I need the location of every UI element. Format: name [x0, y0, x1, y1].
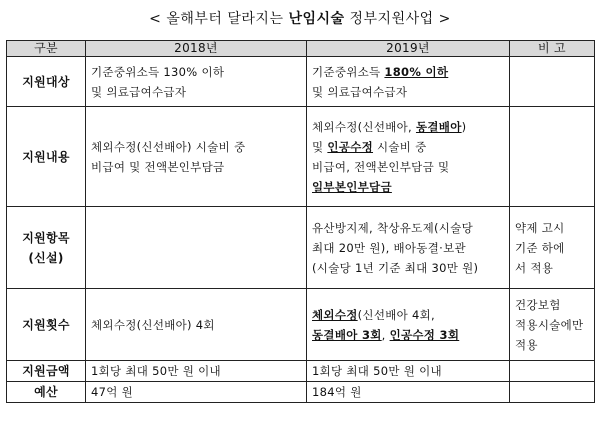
cell-line	[312, 137, 504, 157]
text-segment: 기준중위소득	[312, 64, 385, 79]
cell-2019-target	[307, 57, 510, 107]
highlight-text: 인공수정	[327, 139, 374, 154]
highlight-text: 동결배아	[415, 119, 462, 134]
header-2018: 2018년	[86, 41, 307, 57]
note-line: 적용	[515, 337, 538, 352]
highlight-text: 체외수정	[312, 307, 358, 322]
cell-line: 비급여, 전액본인부담금 및	[312, 159, 450, 174]
table-row-items	[7, 207, 595, 289]
cell-line: 및 의료급여수급자	[312, 84, 408, 99]
cell-note-items	[510, 207, 595, 289]
cell-2018-budget: 47억 원	[86, 382, 307, 403]
support-program-table	[6, 40, 595, 403]
cell-2019-count	[307, 289, 510, 361]
cell-line: (시술당 1년 기준 최대 30만 원)	[312, 260, 479, 275]
row-label-target: 지원대상	[7, 57, 86, 107]
cell-2018-content	[86, 107, 307, 207]
cell-2019-items	[307, 207, 510, 289]
cell-line	[312, 325, 504, 345]
title-bold: 난임시술	[288, 11, 345, 27]
note-line: 기준 하에	[515, 240, 565, 255]
document-title	[0, 8, 600, 28]
text-segment: 시술비 중	[373, 139, 427, 154]
note-line: 약제 고시	[515, 220, 565, 235]
cell-2019-amount: 1회당 최대 50만 원 이내	[307, 361, 510, 382]
highlight-text: 동결배아 3회	[312, 327, 382, 342]
table-row-count	[7, 289, 595, 361]
cell-note-amount	[510, 361, 595, 382]
cell-note-content	[510, 107, 595, 207]
highlight-text: 180% 이하	[384, 64, 449, 79]
table-row-target	[7, 57, 595, 107]
cell-line	[312, 62, 504, 82]
cell-line: 유산방지제, 착상유도제(시술당	[312, 220, 474, 235]
highlight-text: 일부본인부담금	[312, 179, 392, 194]
cell-2018-items	[86, 207, 307, 289]
header-category: 구분	[7, 41, 86, 57]
header-row	[7, 41, 595, 57]
cell-note-target	[510, 57, 595, 107]
note-line: 적용시술에만	[515, 317, 584, 332]
header-2019: 2019년	[307, 41, 510, 57]
cell-line: 체외수정(신선배아) 4회	[91, 317, 215, 332]
text-segment: (신선배아 4회,	[357, 307, 435, 322]
cell-line: 비급여 및 전액본인부담금	[91, 159, 225, 174]
label-line: 지원항목	[22, 230, 70, 245]
cell-line: 및 의료급여수급자	[91, 84, 187, 99]
title-suffix: 정부지원사업 >	[344, 11, 451, 27]
table-row-budget	[7, 382, 595, 403]
cell-line	[312, 305, 504, 325]
table-row-amount	[7, 361, 595, 382]
cell-line: 기준중위소득 130% 이하	[91, 64, 225, 79]
row-label-content: 지원내용	[7, 107, 86, 207]
note-line: 건강보험	[515, 297, 561, 312]
cell-line	[312, 117, 504, 137]
text-segment: )	[461, 119, 467, 134]
cell-2018-target	[86, 57, 307, 107]
cell-2019-content	[307, 107, 510, 207]
text-segment: ,	[381, 327, 390, 342]
cell-2018-count	[86, 289, 307, 361]
header-note: 비 고	[510, 41, 595, 57]
note-line: 서 적용	[515, 260, 554, 275]
row-label-items	[7, 207, 86, 289]
cell-line: 최대 20만 원), 배아동결·보관	[312, 240, 466, 255]
label-line: (신설)	[28, 250, 64, 265]
row-label-amount: 지원금액	[7, 361, 86, 382]
row-label-count: 지원횟수	[7, 289, 86, 361]
row-label-budget: 예산	[7, 382, 86, 403]
table-row-content	[7, 107, 595, 207]
cell-line: 체외수정(신선배아) 시술비 중	[91, 139, 246, 154]
cell-note-budget	[510, 382, 595, 403]
cell-2018-amount: 1회당 최대 50만 원 이내	[86, 361, 307, 382]
cell-2019-budget: 184억 원	[307, 382, 510, 403]
text-segment: 및	[312, 139, 328, 154]
title-prefix: < 올해부터 달라지는	[149, 11, 289, 27]
text-segment: 체외수정(신선배아,	[312, 119, 416, 134]
cell-note-count	[510, 289, 595, 361]
highlight-text: 인공수정 3회	[389, 327, 460, 342]
